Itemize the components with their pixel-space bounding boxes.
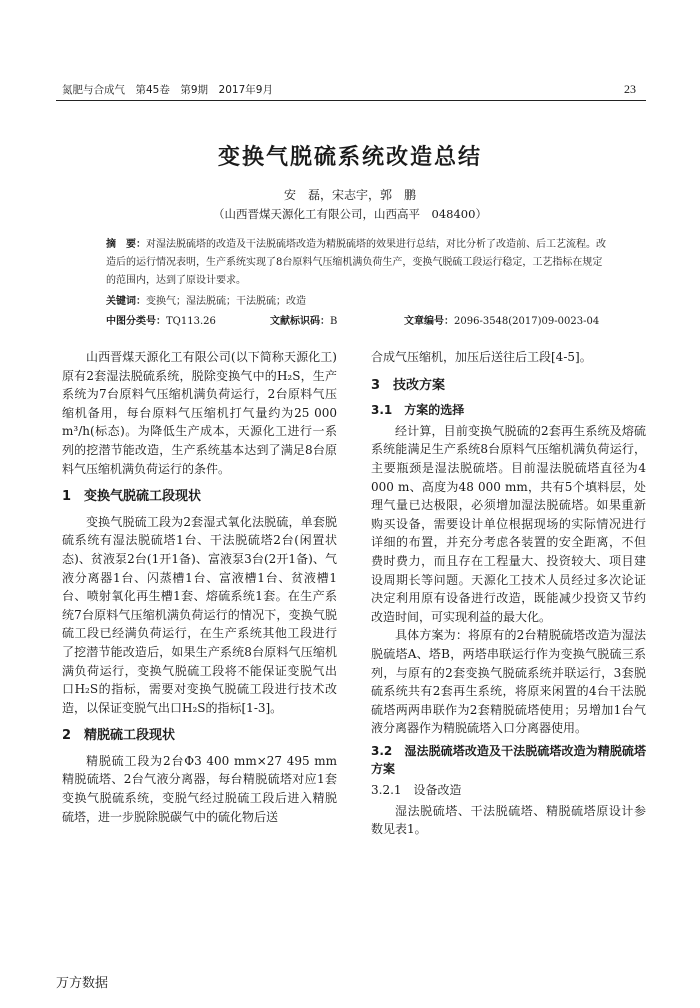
- section-3-1-paragraph-b: 具体方案为：将原有的2台精脱硫塔改造为湿法脱硫塔A、塔B，两塔串联运行作为变换气脱硫三系列，与原有的2套变换气脱硫系统并联运行，3套脱硫系统共有2套再生系统，将原来闲置的4台干法脱硫塔两两串联作为2套精脱硫塔使用；另增加1台气液分离器作为精脱硫塔入口分离器使用。: [371, 628, 646, 736]
- header-rule: [56, 100, 646, 101]
- doc-value: B: [330, 316, 338, 327]
- clc-value: TQ113.26: [166, 316, 216, 327]
- subsection-heading-3-2: 3.2 湿法脱硫塔改造及干法脱硫塔改造为精脱硫塔方案: [371, 743, 646, 777]
- keywords-label: 关键词：: [106, 296, 146, 307]
- page-number: 23: [624, 82, 636, 96]
- article-label: 文章编号：: [404, 316, 454, 327]
- keywords-text: 变换气；湿法脱硫；干法脱硫；改造: [146, 296, 306, 307]
- abstract: [106, 236, 606, 290]
- section-3-2-1-paragraph: 湿法脱硫塔、干法脱硫塔、精脱硫塔原设计参数见表1。: [371, 803, 646, 837]
- section-1-paragraph: 变换气脱硫工段为2套湿式氧化法脱硫，单套脱硫系统有湿法脱硫塔1台、干法脱硫塔2台(闲置状态)、贫液泵2台(1开1备)、富液泵3台(2开1备)、气液分离器1台、闪蒸槽1台、富液槽1台、贫液槽1台、喷射氧化再生槽1套、熔硫系统1套。在生产系统7台原料气压缩机满负荷运行的情况下，变换气脱硫工段已经满负荷运行，在生产系统其他工段进行了挖潜节能改造后，如果生产系统8台原料气压缩机满负荷运行，变换气脱硫工段将不能保证变脱气出口H₂S的指标，需要对变换气脱硫工段进行技术改造，以保证变脱气出口H₂S的指标[1-3]。: [62, 514, 337, 715]
- article-number: [404, 312, 599, 327]
- keywords: [106, 292, 306, 307]
- section-heading-1: 1 变换气脱硫工段现状: [62, 489, 202, 505]
- section-2-paragraph: 精脱硫工段为2台Φ3 400 mm×27 495 mm精脱硫塔、2台气液分离器，每台精脱硫塔对应1套变换气脱硫系统，变脱气经过脱硫工段后进入精脱硫塔，进一步脱除脱碳气中的硫化物后送: [62, 753, 337, 824]
- paper-title: 变换气脱硫系统改造总结: [217, 145, 482, 170]
- abstract-label: 摘 要：: [106, 239, 146, 250]
- section-heading-3: 3 技改方案: [371, 377, 446, 393]
- intro-paragraph: 山西晋煤天源化工有限公司(以下简称天源化工)原有2套湿法脱硫系统，脱除变换气中的H₂S，生产系统为7台原料气压缩机满负荷运行，2台原料气压缩机备用，每台原料气压缩机打气量约为25 000 m³/h(标态)。为降低生产成本，天源化工进行一系列的挖潜节能改造，生产系统基本达到了满足8台原料气压缩机满负荷运行的条件。: [62, 350, 337, 476]
- abstract-text: 对湿法脱硫塔的改造及干法脱硫塔改造为精脱硫塔的效果进行总结，对比分析了改造前、后工艺流程。改造后的运行情况表明，生产系统实现了8台原料气压缩机满负荷生产，变换气脱硫工段运行稳定，工艺指标在规定的范围内，达到了原设计要求。: [106, 239, 606, 286]
- footer-watermark: 万方数据: [56, 976, 109, 991]
- journal-header: 氮肥与合成气 第45卷 第9期 2017年9月: [62, 84, 273, 96]
- right-column: [371, 348, 646, 839]
- article-value: 2096-3548(2017)09-0023-04: [454, 316, 600, 327]
- clc-label: 中图分类号：: [106, 316, 166, 327]
- doc-code: [270, 312, 337, 327]
- doc-label: 文献标识码：: [270, 316, 330, 327]
- section-3-1-paragraph-a: 经计算，目前变换气脱硫的2套再生系统及熔硫系统能满足生产系统8台原料气压缩机满负荷运行，主要瓶颈是湿法脱硫塔。目前湿法脱硫塔直径为4 000 m、高度为48 000 mm，共有5个填料层，处理气量已达极限，必须增加湿法脱硫塔。如果重新购买设备，需要设计单位根据现场的实际情况进行详细的布置，并充分考虑各装置的安全距离，不但费时费力，而且存在工程量大、投资较大、项目建设周期长等问题。天源化工技术人员经过多次论证决定利用原有设备进行改造，既能减少投资又节约改造时间，可实现利益的最大化。: [371, 423, 646, 624]
- section-heading-2: 2 精脱硫工段现状: [62, 728, 176, 744]
- authors: 安 磊，宋志宇，郭 鹏: [283, 188, 416, 202]
- subsection-heading-3-2-1: 3.2.1 设备改造: [371, 783, 462, 798]
- left-column: [62, 348, 337, 826]
- continued-paragraph: 合成气压缩机，加压后送往后工段[4-5]。: [371, 350, 592, 364]
- subsection-heading-3-1: 3.1 方案的选择: [371, 403, 465, 418]
- affiliation: （山西晋煤天源化工有限公司，山西高平 048400）: [213, 207, 487, 221]
- clc-number: [106, 312, 216, 327]
